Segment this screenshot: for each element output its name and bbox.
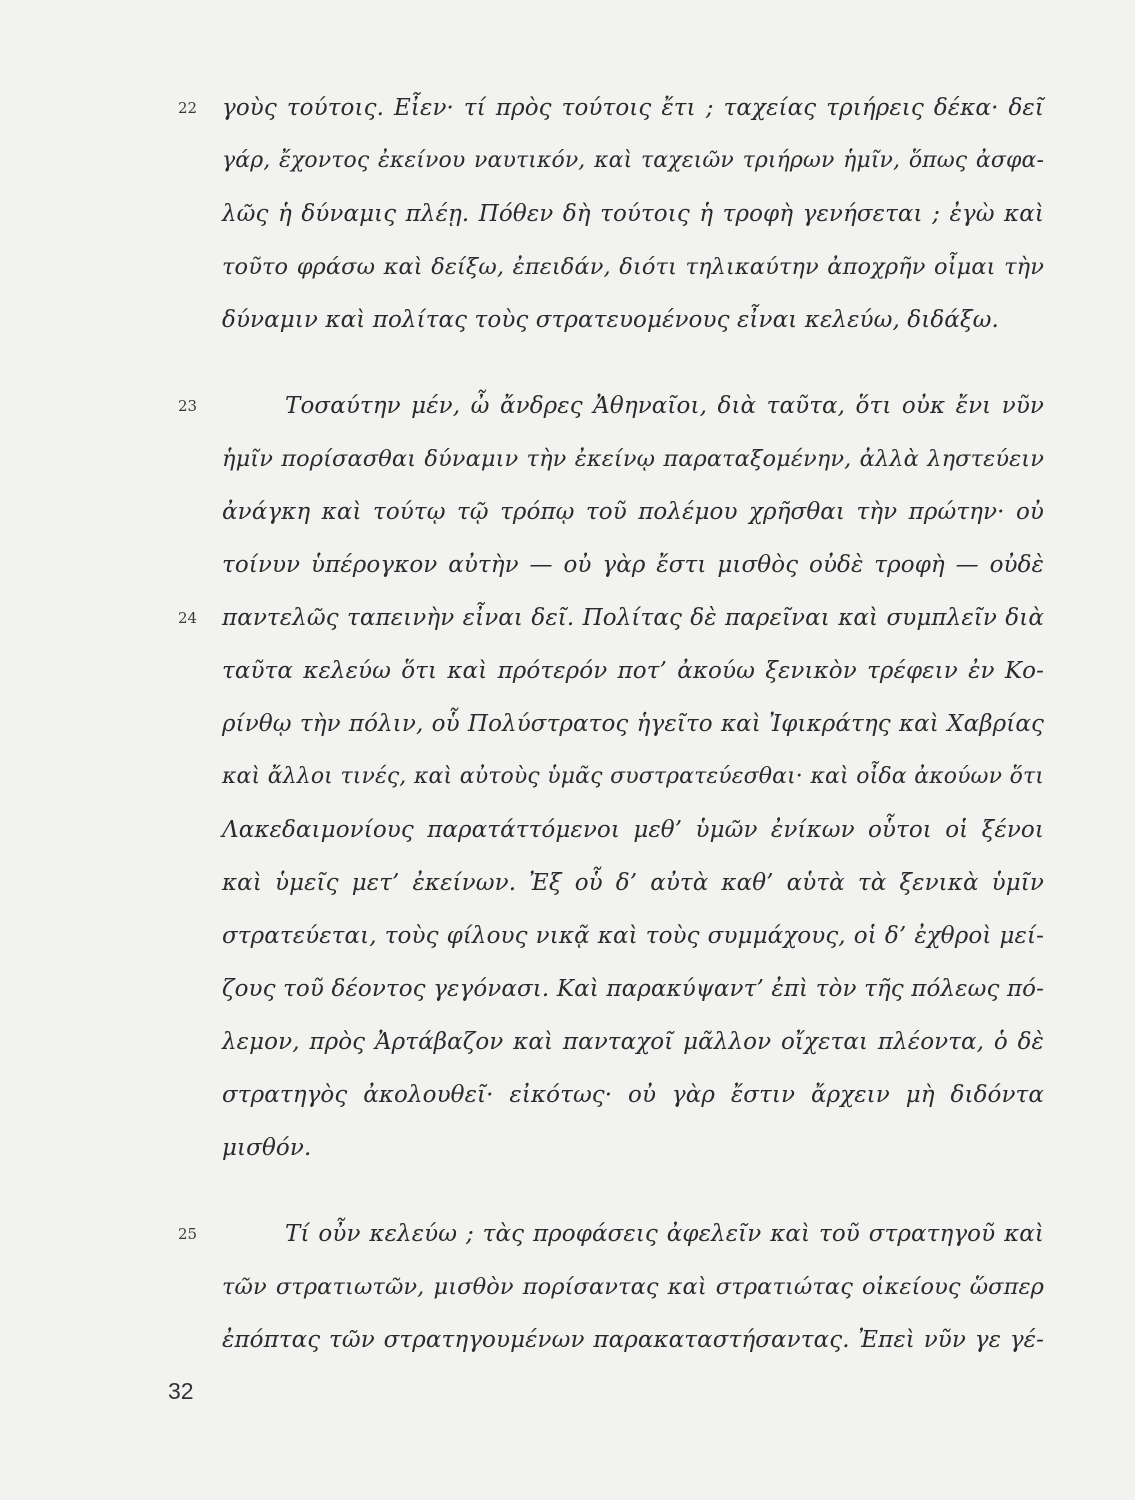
text-line: τοῦτο φράσω καὶ δείξω, ἐπειδάν, διότι τηλικαύτην ἀποχρῆν οἶμαι τὴν (222, 254, 1044, 280)
section-number: 23 (178, 397, 198, 415)
text-line: ἀνάγκη καὶ τούτῳ τῷ τρόπῳ τοῦ πολέμου χρῆσθαι τὴν πρώτην· οὐ (222, 499, 1044, 525)
text-line: Τί οὖν κελεύω ; τὰς προφάσεις ἀφελεῖν καὶ τοῦ στρατηγοῦ καὶ (285, 1221, 1044, 1247)
text-line: Τοσαύτην μέν, ὦ ἄνδρες Ἀθηναῖοι, διὰ ταῦτα, ὅτι οὐκ ἔνι νῦν (285, 393, 1044, 419)
text-line: λεμον, πρὸς Ἀρτάβαζον καὶ πανταχοῖ μᾶλλον οἴχεται πλέοντα, ὁ δὲ (222, 1029, 1044, 1055)
text-line: μισθόν. (222, 1135, 312, 1161)
text-line: λῶς ἡ δύναμις πλέῃ. Πόθεν δὴ τούτοις ἡ τροφὴ γενήσεται ; ἐγὼ καὶ (222, 201, 1044, 227)
section-number: 22 (178, 99, 198, 117)
text-line: ταῦτα κελεύω ὅτι καὶ πρότερόν ποτ’ ἀκούω ξενικὸν τρέφειν ἐν Κο- (222, 658, 1044, 684)
page-number: 32 (168, 1378, 194, 1404)
text-line: παντελῶς ταπεινὴν εἶναι δεῖ. Πολίτας δὲ παρεῖναι καὶ συμπλεῖν διὰ (222, 605, 1044, 631)
text-line: Λακεδαιμονίους παρατάττόμενοι μεθ’ ὑμῶν ἐνίκων οὗτοι οἱ ξένοι (222, 817, 1044, 843)
text-line: ἡμῖν πορίσασθαι δύναμιν τὴν ἐκείνῳ παραταξομένην, ἀλλὰ ληστεύειν (222, 446, 1044, 472)
section-number: 25 (178, 1225, 198, 1243)
text-line: δύναμιν καὶ πολίτας τοὺς στρατευομένους εἶναι κελεύω, διδάξω. (222, 307, 999, 333)
text-line: ζους τοῦ δέοντος γεγόνασι. Καὶ παρακύψαντ’ ἐπὶ τὸν τῆς πόλεως πό- (222, 976, 1044, 1002)
text-line: καὶ ἄλλοι τινές, καὶ αὐτοὺς ὑμᾶς συστρατεύεσθαι· καὶ οἶδα ἀκούων ὅτι (222, 764, 1044, 789)
text-line: στρατηγὸς ἀκολουθεῖ· εἰκότως· οὐ γὰρ ἔστιν ἄρχειν μὴ διδόντα (222, 1082, 1044, 1108)
section-number: 24 (178, 609, 198, 627)
text-line: τῶν στρατιωτῶν, μισθὸν πορίσαντας καὶ στρατιώτας οἰκείους ὥσπερ (222, 1274, 1044, 1300)
text-line: γοὺς τούτοις. Εἶεν· τί πρὸς τούτοις ἔτι ; ταχείας τριήρεις δέκα· δεῖ (222, 95, 1044, 121)
text-line: καὶ ὑμεῖς μετ’ ἐκείνων. Ἐξ οὗ δ’ αὐτὰ καθ’ αὑτὰ τὰ ξενικὰ ὑμῖν (222, 870, 1044, 896)
text-line: ἐπόπτας τῶν στρατηγουμένων παρακαταστήσαντας. Ἐπεὶ νῦν γε γέ- (222, 1327, 1044, 1353)
text-line: στρατεύεται, τοὺς φίλους νικᾷ καὶ τοὺς συμμάχους, οἱ δ’ ἐχθροὶ μεί- (222, 923, 1044, 949)
text-line: γάρ, ἔχοντος ἐκείνου ναυτικόν, καὶ ταχειῶν τριήρων ἡμῖν, ὅπως ἀσφα- (222, 148, 1044, 173)
text-line: ρίνθῳ τὴν πόλιν, οὗ Πολύστρατος ἡγεῖτο καὶ Ἰφικράτης καὶ Χαβρίας (222, 711, 1044, 737)
text-line: τοίνυν ὑπέρογκον αὐτὴν — οὐ γὰρ ἔστι μισθὸς οὐδὲ τροφὴ — οὐδὲ (222, 552, 1044, 578)
